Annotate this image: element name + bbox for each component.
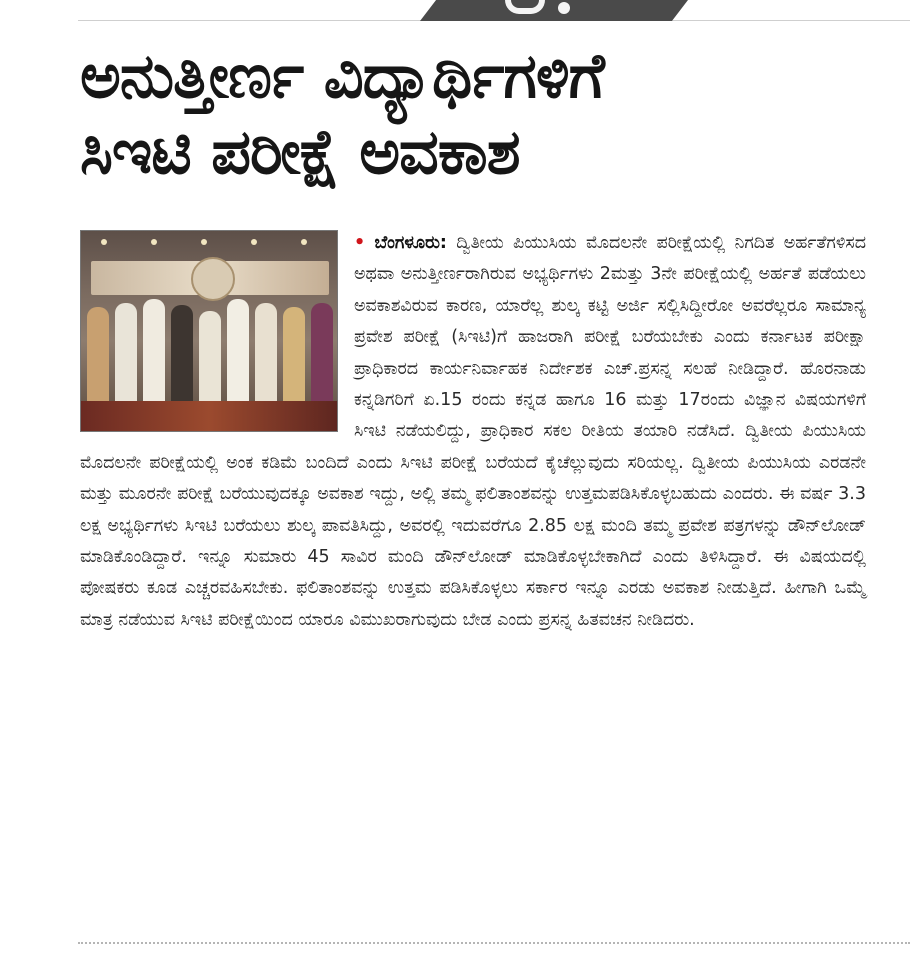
bullet-marker: • [354, 233, 366, 253]
section-tab-dot [558, 2, 570, 14]
photo-light [251, 239, 257, 245]
photo-person [199, 311, 221, 403]
dateline: ಬೆಂಗಳೂರು: [374, 233, 447, 253]
photo-light [201, 239, 207, 245]
headline [80, 38, 890, 190]
headline-line-1: ಅನುತ್ತೀರ್ಣ ವಿದ್ಯಾರ್ಥಿಗಳಿಗೆ [80, 39, 604, 112]
photo-light [151, 239, 157, 245]
photo-light [301, 239, 307, 245]
photo-person [255, 303, 277, 403]
photo-person [115, 303, 137, 403]
article-body [80, 228, 866, 636]
article-photo [80, 230, 338, 432]
headline-line-2: ಸಿಇಟಿ ಪರೀಕ್ಷೆ ಅವಕಾಶ [80, 115, 520, 188]
bottom-dotted-rule [78, 942, 910, 944]
photo-light [101, 239, 107, 245]
photo-person [227, 299, 249, 403]
section-tab [420, 0, 688, 21]
photo-person [283, 307, 305, 403]
photo-person [171, 305, 193, 403]
photo-flower-decoration [81, 401, 337, 431]
photo-person [87, 307, 109, 403]
article-text: ದ್ವಿತೀಯ ಪಿಯುಸಿಯ ಮೊದಲನೇ ಪರೀಕ್ಷೆಯಲ್ಲಿ ನಿಗದಿತ ಅರ್ಹತೆಗಳಿಸದ ಅಥವಾ ಅನುತ್ತೀರ್ಣರಾಗಿರುವ ಅಭ್ಯರ್ಥಿಗಳು 2ಮತ್ತು 3ನೇ ಪರೀಕ್ಷೆಯಲ್ಲಿ ಅರ್ಹತೆ ಪಡೆಯಲು ಅವಕಾಶವಿರುವ ಕಾರಣ, ಯಾರೆಲ್ಲ ಶುಲ್ಕ ಕಟ್ಟಿ ಅರ್ಜಿ ಸಲ್ಲಿಸಿದ್ದೀರೋ ಅವರೆಲ್ಲರೂ ಸಾಮಾನ್ಯ ಪ್ರವೇಶ ಪರೀಕ್ಷೆ (ಸಿಇಟಿ)ಗೆ ಹಾಜರಾಗಿ ಪರೀಕ್ಷೆ ಬರೆಯಬೇಕು ಎಂದು ಕರ್ನಾಟಕ ಪರೀಕ್ಷಾ ಪ್ರಾಧಿಕಾರದ ಕಾರ್ಯನಿರ್ವಾಹಕ ನಿರ್ದೇಶಕ ಎಚ್.ಪ್ರಸನ್ನ ಸಲಹೆ ನೀಡಿದ್ದಾರೆ. ಹೊರನಾಡು ಕನ್ನಡಿಗರಿಗೆ ಏ.15 ರಂದು ಕನ್ನಡ ಹಾಗೂ 16 ಮತ್ತು 17ರಂದು ವಿಜ್ಞಾನ ವಿಷಯಗಳಿಗೆ ಸಿಇಟಿ ನಡೆಯಲಿದ್ದು, ಪ್ರಾಧಿಕಾರ ಸಕಲ ರೀತಿಯ ತಯಾರಿ ನಡೆಸಿದೆ. ದ್ವಿತೀಯ ಪಿಯುಸಿಯ ಮೊದಲನೇ ಪರೀಕ್ಷೆಯಲ್ಲಿ ಅಂಕ ಕಡಿಮೆ ಬಂದಿದೆ ಎಂದು ಸಿಇಟಿ ಪರೀಕ್ಷೆ ಬರೆಯದೆ ಕೈಚೆಲ್ಲುವುದು ಸರಿಯಲ್ಲ. ದ್ವಿತೀಯ ಪಿಯುಸಿಯ ಎರಡನೇ ಮತ್ತು ಮೂರನೇ ಪರೀಕ್ಷೆ ಬರೆಯುವುದಕ್ಕೂ ಅವಕಾಶ ಇದ್ದು, ಅಲ್ಲಿ ತಮ್ಮ ಫಲಿತಾಂಶವನ್ನು ಉತ್ತಮಪಡಿಸಿಕೊಳ್ಳಬಹುದು ಎಂದರು. ಈ ವರ್ಷ 3.3 ಲಕ್ಷ ಅಭ್ಯರ್ಥಿಗಳು ಸಿಇಟಿ ಬರೆಯಲು ಶುಲ್ಕ ಪಾವತಿಸಿದ್ದು, ಅವರಲ್ಲಿ ಇದುವರೆಗೂ 2.85 ಲಕ್ಷ ಮಂದಿ ತಮ್ಮ ಪ್ರವೇಶ ಪತ್ರಗಳನ್ನು ಡೌನ್‌ಲೋಡ್ ಮಾಡಿಕೊಂಡಿದ್ದಾರೆ. ಇನ್ನೂ ಸುಮಾರು 45 ಸಾವಿರ ಮಂದಿ ಡೌನ್‌ಲೋಡ್ ಮಾಡಿಕೊಳ್ಳಬೇಕಾಗಿದೆ ಎಂದು ತಿಳಿಸಿದ್ದಾರೆ. ಈ ವಿಷಯದಲ್ಲಿ ಪೋಷಕರು ಕೂಡ ಎಚ್ಚರವಹಿಸಬೇಕು. ಫಲಿತಾಂಶವನ್ನು ಉತ್ತಮ ಪಡಿಸಿಕೊಳ್ಳಲು ಸರ್ಕಾರ ಇನ್ನೂ ಎರಡು ಅವಕಾಶ ನೀಡುತ್ತಿದೆ. ಹೀಗಾಗಿ ಒಮ್ಮೆ ಮಾತ್ರ ನಡೆಯುವ ಸಿಇಟಿ ಪರೀಕ್ಷೆಯಿಂದ ಯಾರೂ ವಿಮುಖರಾಗುವುದು ಬೇಡ ಎಂದು ಪ್ರಸನ್ನ ಹಿತವಚನ ನೀಡಿದರು. [80, 233, 866, 630]
photo-emblem [191, 257, 235, 301]
photo-person [143, 299, 165, 403]
photo-person [311, 303, 333, 403]
